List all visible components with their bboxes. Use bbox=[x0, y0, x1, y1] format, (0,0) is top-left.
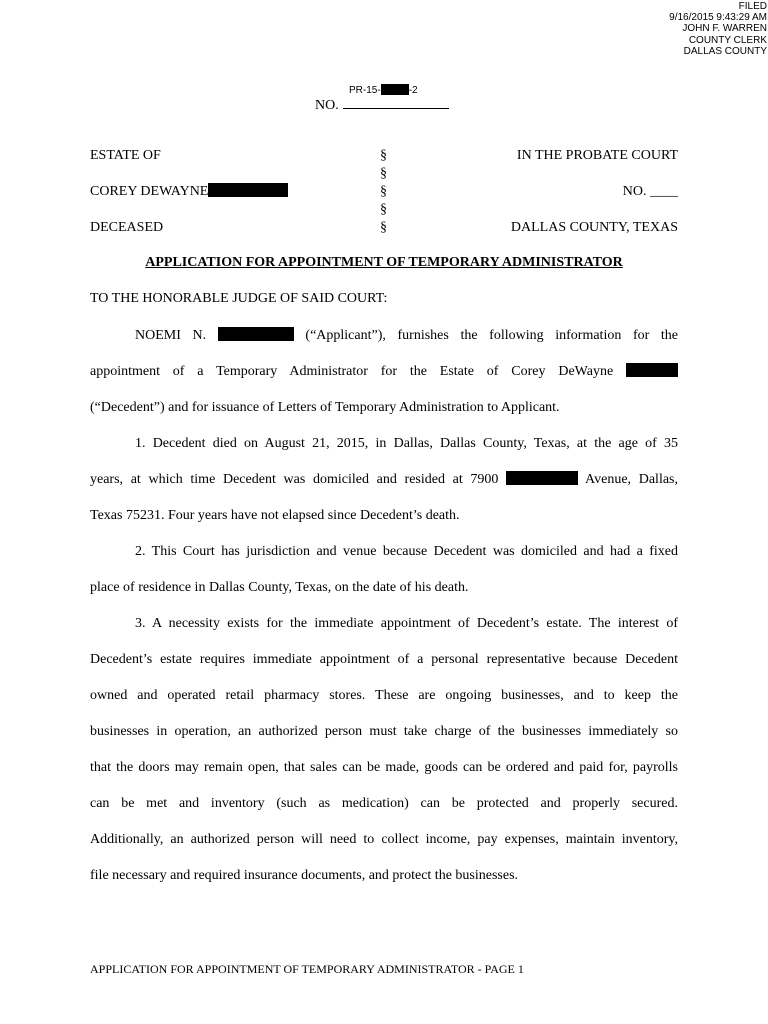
intro-line bbox=[90, 362, 678, 398]
caption-decedent-name bbox=[90, 183, 288, 201]
paragraph-text: 3. A necessity exists for the immediate appointment of Decedent’s estate. The interest of bbox=[135, 616, 678, 631]
caption-estate-of: ESTATE OF bbox=[90, 148, 161, 163]
paragraph-text: Additionally, an authorized person will need to collect income, pay expenses, maintain inventory, bbox=[90, 832, 678, 847]
document-title: APPLICATION FOR APPOINTMENT OF TEMPORARY ADMINISTRATOR bbox=[145, 255, 623, 270]
paragraph-text: Avenue, Dallas, bbox=[585, 472, 678, 487]
paragraph-2-line bbox=[90, 542, 678, 578]
paragraph-3-line bbox=[90, 686, 678, 722]
paragraph-text: Decedent’s estate requires immediate appointment of a personal representative because Decedent bbox=[90, 652, 678, 667]
intro-text: appointment of a Temporary Administrator for the Estate of Corey DeWayne bbox=[90, 364, 614, 379]
caption-court: IN THE PROBATE COURT bbox=[516, 148, 678, 163]
case-number-line bbox=[315, 94, 449, 114]
paragraph-text: file necessary and required insurance documents, and protect the businesses. bbox=[90, 868, 519, 883]
caption-row bbox=[90, 219, 678, 237]
paragraph-text: Texas 75231. Four years have not elapsed since Decedent’s death. bbox=[90, 508, 460, 523]
intro-line bbox=[90, 326, 678, 362]
stamp-clerk-name: JOHN F. WARREN bbox=[682, 23, 767, 35]
caption-deceased: DECEASED bbox=[90, 220, 164, 235]
paragraph-1-line bbox=[90, 434, 678, 470]
intro-text: (“Decedent”) and for issuance of Letters of Temporary Administration to Applicant. bbox=[90, 400, 560, 415]
caption-row bbox=[90, 201, 678, 219]
case-caption bbox=[90, 147, 678, 237]
caption-row bbox=[90, 165, 678, 183]
paragraph-text: owned and operated retail pharmacy stores. These are ongoing businesses, and to keep the bbox=[90, 688, 678, 703]
case-number-label: NO. bbox=[315, 98, 339, 113]
section-symbol: § bbox=[380, 220, 387, 235]
stamp-status: FILED bbox=[738, 1, 767, 12]
redaction-bar bbox=[218, 327, 294, 341]
paragraph-3-line bbox=[90, 758, 678, 794]
caption-row bbox=[90, 147, 678, 165]
redaction-bar bbox=[208, 183, 288, 197]
section-symbol: § bbox=[380, 202, 387, 217]
paragraph-text: 1. Decedent died on August 21, 2015, in Dallas, Dallas County, Texas, at the age of 35 bbox=[135, 436, 678, 451]
paragraph-3-line bbox=[90, 614, 678, 650]
salutation: TO THE HONORABLE JUDGE OF SAID COURT: bbox=[90, 291, 388, 306]
document-body bbox=[90, 326, 678, 902]
caption-county: DALLAS COUNTY, TEXAS bbox=[510, 220, 678, 235]
case-number-block bbox=[315, 84, 475, 114]
redaction-bar bbox=[506, 471, 578, 485]
paragraph-text: that the doors may remain open, that sales can be made, goods can be ordered and paid for, payrolls bbox=[90, 760, 678, 775]
paragraph-text: businesses in operation, an authorized person must take charge of the businesses immediately so bbox=[90, 724, 678, 739]
caption-row bbox=[90, 183, 678, 201]
decedent-name-text: COREY DEWAYNE bbox=[90, 184, 209, 199]
section-symbol: § bbox=[380, 166, 387, 181]
intro-line bbox=[90, 398, 678, 434]
case-number-suffix: -2 bbox=[408, 85, 418, 96]
paragraph-1-line bbox=[90, 506, 678, 542]
paragraph-text: place of residence in Dallas County, Texas, on the date of his death. bbox=[90, 580, 469, 595]
paragraph-3-line bbox=[90, 830, 678, 866]
applicant-name: NOEMI N. bbox=[135, 328, 207, 343]
section-symbol: § bbox=[380, 184, 387, 199]
paragraph-2-line bbox=[90, 578, 678, 614]
case-number-prefix: PR-15- bbox=[349, 85, 381, 96]
paragraph-3-line bbox=[90, 866, 678, 902]
paragraph-text: 2. This Court has jurisdiction and venue because Decedent was domiciled and had a fixed bbox=[135, 544, 678, 559]
page-footer: APPLICATION FOR APPOINTMENT OF TEMPORARY ADMINISTRATOR - PAGE 1 bbox=[90, 962, 524, 976]
paragraph-3-line bbox=[90, 650, 678, 686]
stamp-clerk-title: COUNTY CLERK bbox=[688, 34, 767, 46]
caption-cause-number: NO. ____ bbox=[622, 184, 678, 199]
stamp-datetime: 9/16/2015 9:43:29 AM bbox=[669, 12, 767, 24]
intro-text: (“Applicant”), furnishes the following information for the bbox=[305, 328, 679, 343]
redaction-bar bbox=[626, 363, 678, 377]
section-symbol: § bbox=[380, 148, 387, 163]
case-number-blank bbox=[343, 94, 449, 109]
stamp-county: DALLAS COUNTY bbox=[683, 45, 767, 57]
paragraph-text: can be met and inventory (such as medication) can be protected and properly secured. bbox=[90, 796, 678, 811]
paragraph-1-line bbox=[90, 470, 678, 506]
paragraph-text: years, at which time Decedent was domiciled and resided at 7900 bbox=[90, 472, 499, 487]
paragraph-3-line bbox=[90, 794, 678, 830]
filing-stamp bbox=[669, 1, 767, 57]
paragraph-3-line bbox=[90, 722, 678, 758]
